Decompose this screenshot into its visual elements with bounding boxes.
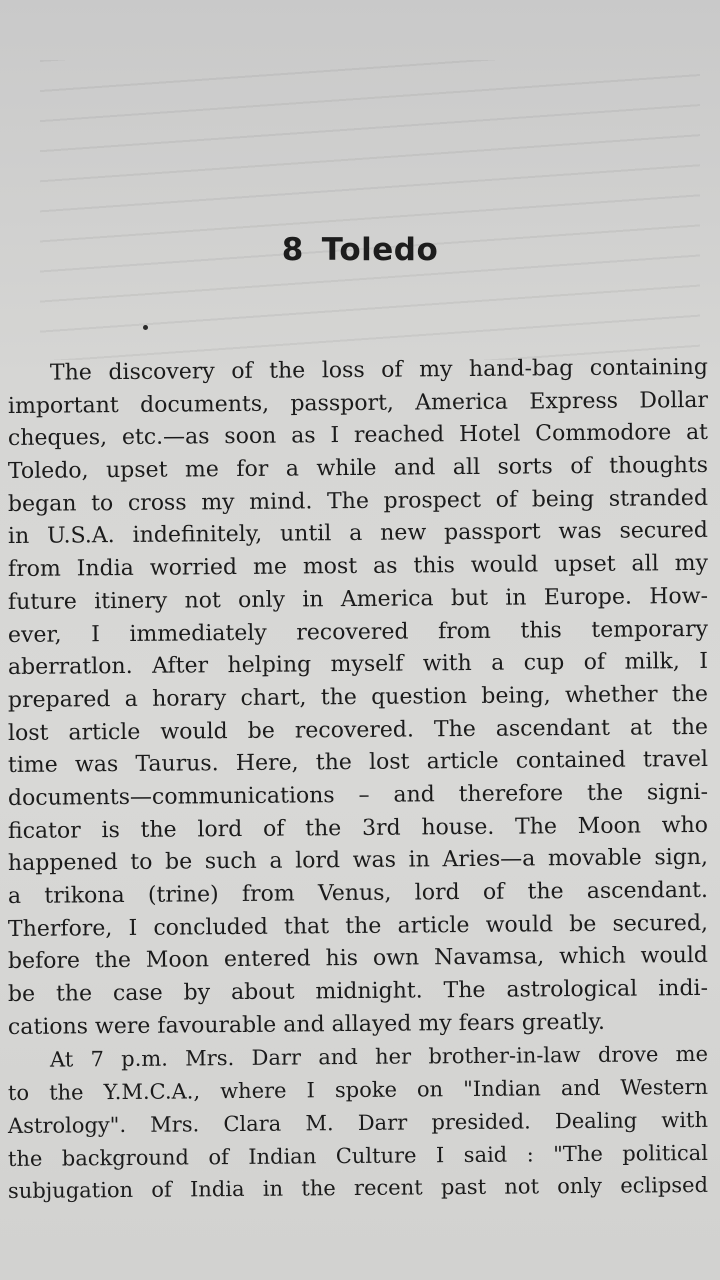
ink-speck <box>143 325 148 330</box>
text-line: from India worried me most as this would upset all my <box>7 551 709 583</box>
text-line: ever, I immediately recovered from this temporary <box>7 616 709 648</box>
text-line: aberratlon. After helping myself with a cup of milk, I <box>7 649 709 681</box>
text-line: prepared a horary chart, the question being, whether the <box>7 681 709 713</box>
text-line: At 7 p.m. Mrs. Darr and her brother-in-law drove me <box>49 1042 709 1073</box>
text-line: in U.S.A. indefinitely, until a new passport was secured <box>7 518 709 550</box>
text-line: happened to be such a lord was in Aries—a movable sign, <box>7 845 709 877</box>
text-line: lost article would be recovered. The ascendant at the <box>7 714 709 746</box>
text-line: Therfore, I concluded that the article would be secured, <box>7 910 709 942</box>
text-line: time was Taurus. Here, the lost article contained travel <box>7 747 709 779</box>
text-line: began to cross my mind. The prospect of being stranded <box>7 485 709 517</box>
text-line: subjugation of India in the recent past not only eclipsed <box>7 1173 709 1204</box>
chapter-title: Toledo <box>321 232 439 268</box>
text-line: important documents, passport, America Express Dollar <box>7 387 709 419</box>
text-line: future itinery not only in America but in Europe. How- <box>7 583 709 615</box>
text-line: the background of Indian Culture I said : "The political <box>7 1140 709 1171</box>
chapter-heading <box>0 232 720 268</box>
text-line: documents—communications – and therefore the signi- <box>7 779 709 811</box>
text-line: be the case by about midnight. The astrological indi- <box>7 975 709 1008</box>
body-text <box>7 354 709 1208</box>
chapter-number: 8 <box>281 232 304 268</box>
text-line: a trikona (trine) from Venus, lord of the ascendant. <box>7 877 709 909</box>
text-line: before the Moon entered his own Navamsa, which would <box>7 943 709 975</box>
text-line: to the Y.M.C.A., where I spoke on "Indian and Western <box>7 1075 709 1106</box>
text-line: The discovery of the loss of my hand-bag containing <box>49 354 709 386</box>
text-line: cheques, etc.—as soon as I reached Hotel Commodore at <box>7 420 709 452</box>
show-through-text <box>40 60 700 360</box>
text-line: cations were favourable and allayed my fears greatly. <box>7 1009 606 1040</box>
text-line: ficator is the lord of the 3rd house. The Moon who <box>7 812 709 844</box>
text-line: Astrology". Mrs. Clara M. Darr presided. Dealing with <box>7 1107 709 1138</box>
text-line: Toledo, upset me for a while and all sorts of thoughts <box>7 452 709 485</box>
